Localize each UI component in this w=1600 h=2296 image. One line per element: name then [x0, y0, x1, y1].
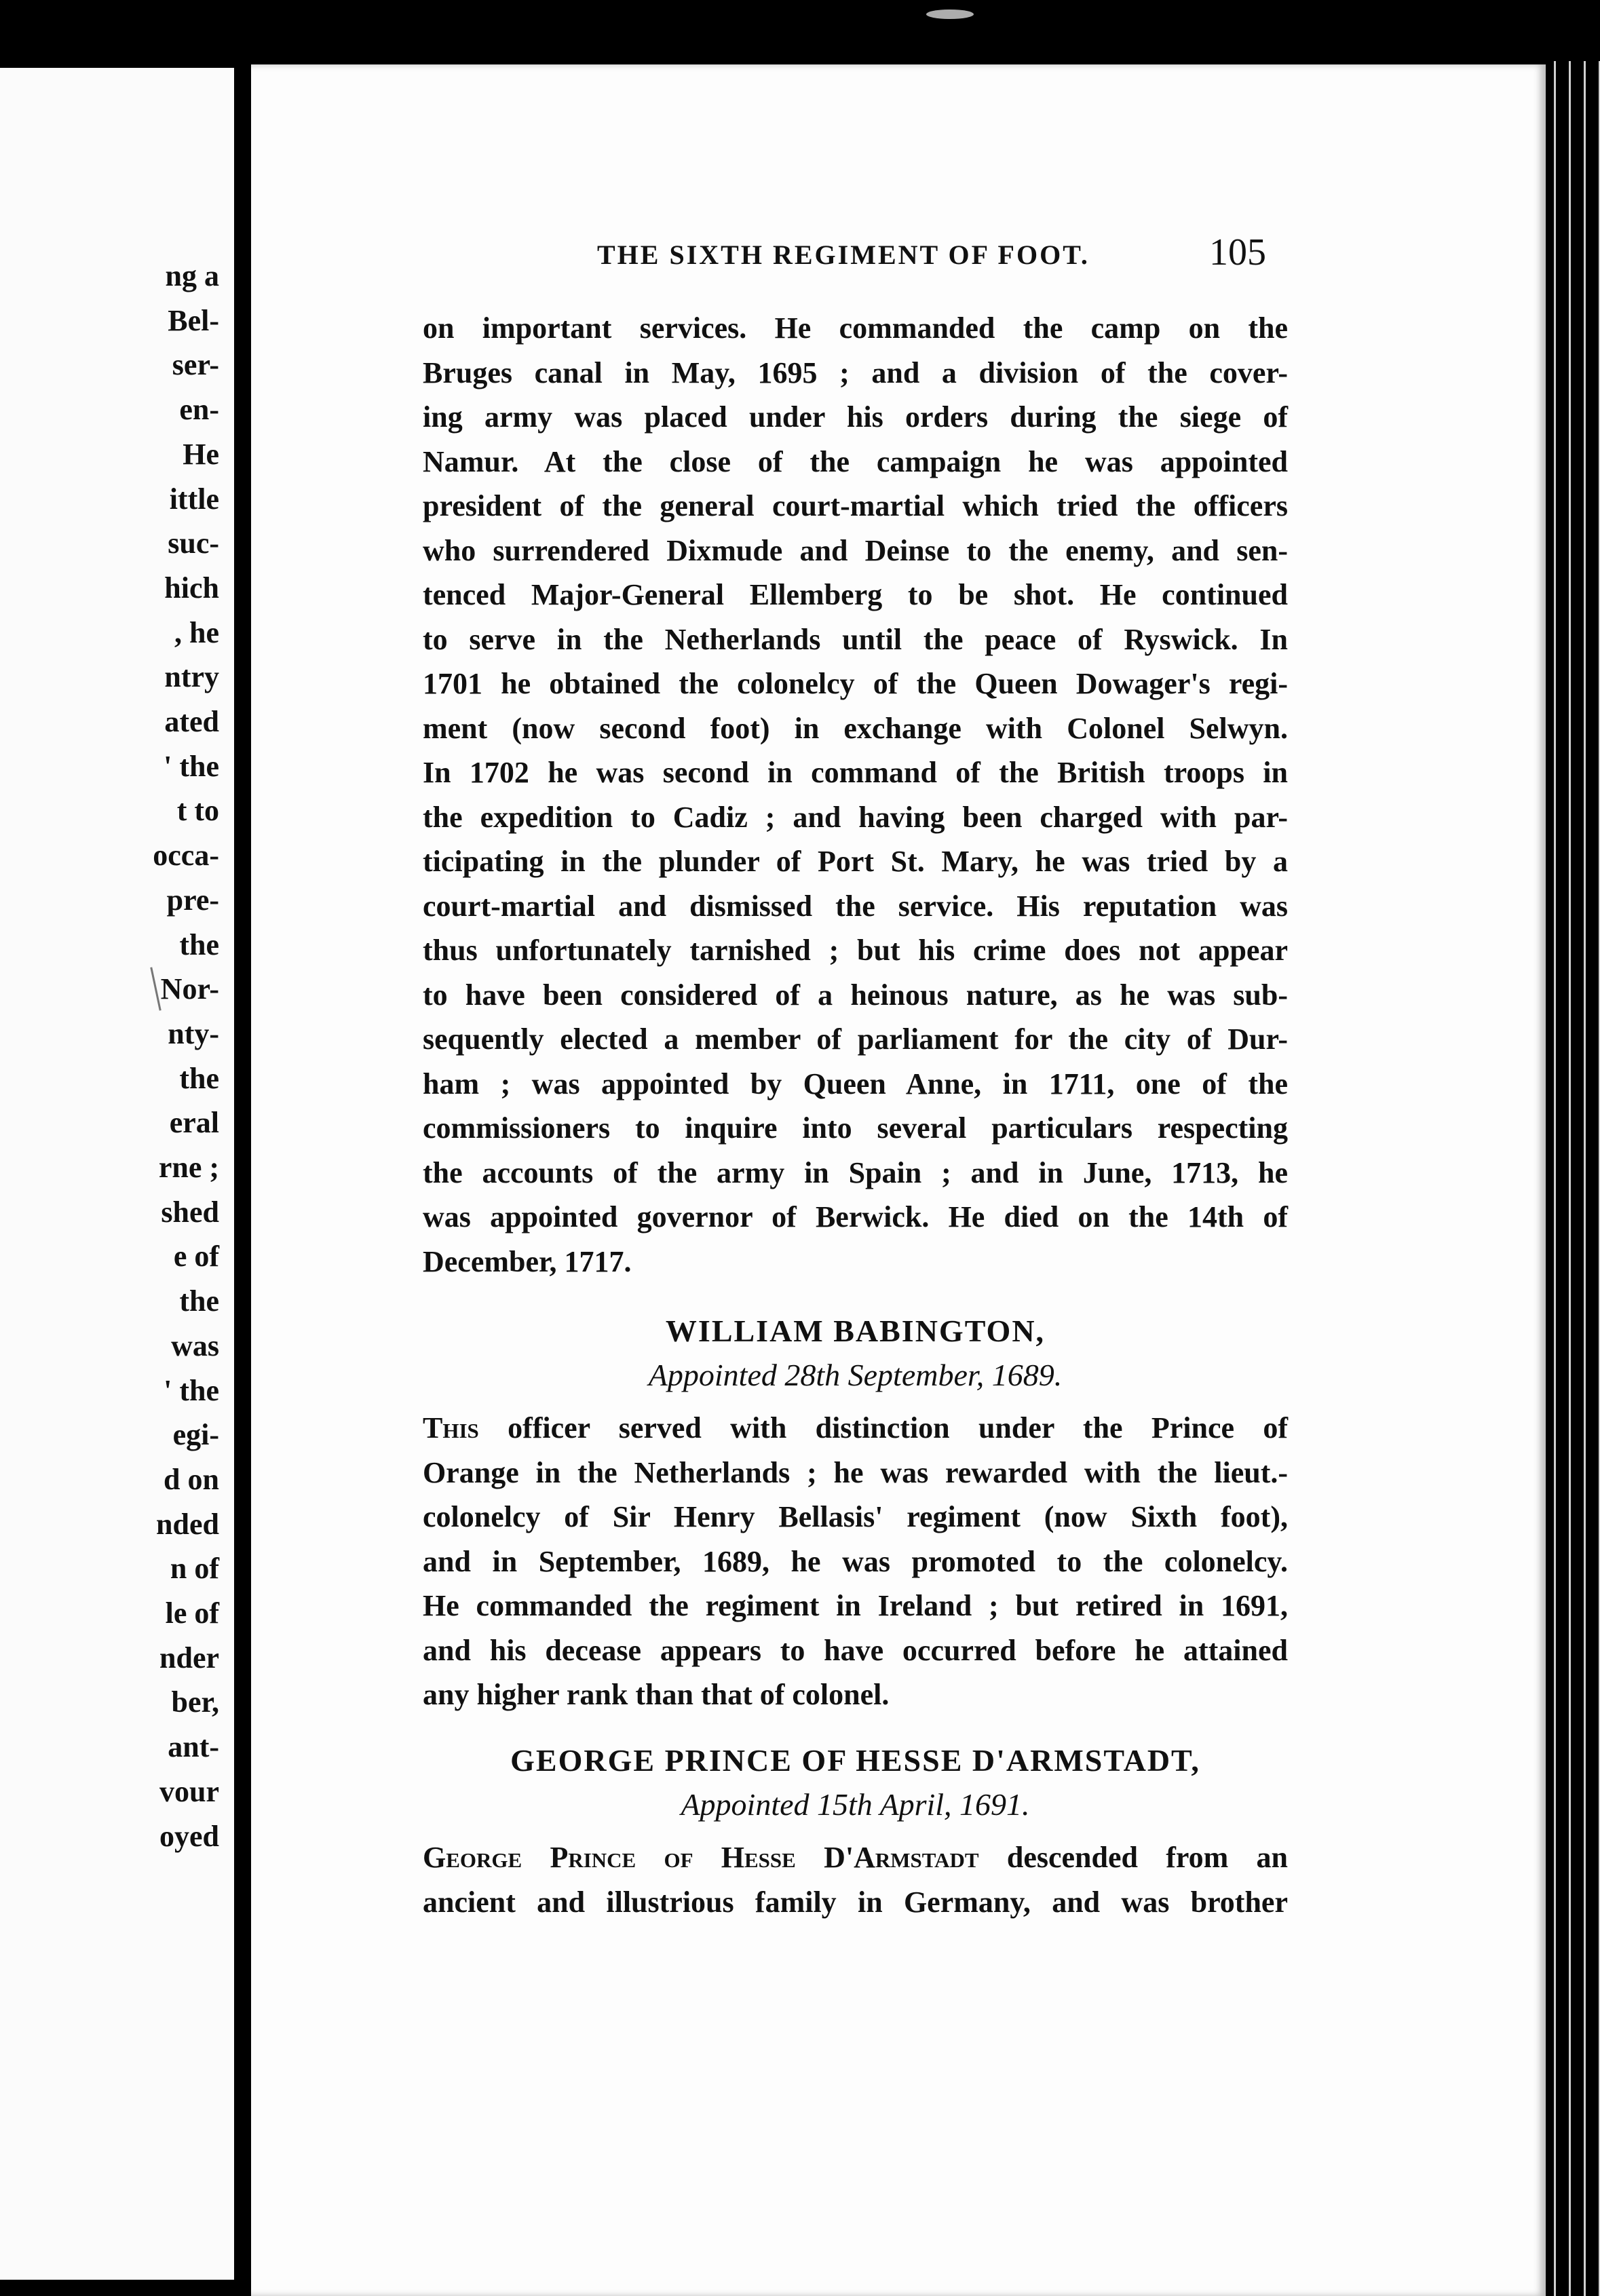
- text-line: and in September, 1689, he was promoted to the colonelcy.: [423, 1544, 1288, 1578]
- left-page-fragment: the: [179, 1284, 219, 1318]
- left-page-fragment: oyed: [159, 1819, 219, 1853]
- left-page-fragment: ' the: [164, 1373, 219, 1407]
- text-line: colonelcy of Sir Henry Bellasis' regiment (now Sixth foot),: [423, 1500, 1288, 1533]
- text-line: commissioners to inquire into several particulars respecting: [423, 1111, 1288, 1145]
- lead-words: George Prince of Hesse D'Armstadt: [423, 1841, 979, 1874]
- text-line: In 1702 he was second in command of the British troops in: [423, 756, 1288, 789]
- left-page-fragment: pre-: [166, 883, 219, 917]
- section-title: WILLIAM BABINGTON,: [665, 1314, 1046, 1348]
- text-line: ing army was placed under his orders during the siege of: [423, 400, 1288, 434]
- left-page-fragment: nty-: [168, 1016, 219, 1050]
- left-page-fragment: , he: [174, 615, 219, 649]
- text-line: [423, 1843, 1288, 1873]
- left-page-fragment: t to: [176, 794, 219, 828]
- scan-speck: [926, 9, 974, 19]
- left-page-fragment: nder: [159, 1641, 219, 1675]
- left-page-fragment: nded: [156, 1507, 219, 1541]
- left-page-fragment: ntry: [164, 660, 219, 694]
- left-page-fragment: vour: [159, 1774, 219, 1808]
- text-line: ment (now second foot) in exchange with Colonel Selwyn.: [423, 711, 1288, 745]
- text-line: [423, 1413, 1288, 1443]
- left-page-fragment: the: [179, 927, 219, 961]
- text-line: court-martial and dismissed the service. His reputation was: [423, 889, 1288, 923]
- text-line: ham ; was appointed by Queen Anne, in 1711, one of the: [423, 1067, 1288, 1101]
- text-line: who surrendered Dixmude and Deinse to the enemy, and sen-: [423, 533, 1288, 567]
- left-page-fragment: was: [171, 1328, 219, 1362]
- text-line: tenced Major-General Ellemberg to be shot. He continued: [423, 578, 1288, 611]
- left-page-fragment: shed: [161, 1195, 219, 1229]
- section-subtitle: Appointed 15th April, 1691.: [681, 1787, 1030, 1822]
- text-line: Namur. At the close of the campaign he was appointed: [423, 444, 1288, 478]
- text-line: to have been considered of a heinous nature, as he was sub-: [423, 978, 1288, 1012]
- left-page-fragment: hich: [164, 571, 219, 605]
- left-page-fragment: e of: [173, 1240, 219, 1274]
- left-page-fragment: ng a: [165, 259, 219, 292]
- left-page-fragment: ated: [164, 705, 219, 738]
- page-edges: [1547, 61, 1600, 2296]
- lead-word: This: [423, 1411, 479, 1444]
- text-line: and his decease appears to have occurred before he attained: [423, 1633, 1288, 1667]
- left-page-fragment: en-: [179, 393, 219, 427]
- left-page-fragment: ' the: [164, 749, 219, 783]
- text-line: to serve in the Netherlands until the peace of Ryswick. In: [423, 622, 1288, 656]
- text-line: was appointed governor of Berwick. He died on the 14th of: [423, 1200, 1288, 1233]
- left-page-fragment: the: [179, 1061, 219, 1095]
- left-page-fragment: He: [183, 437, 219, 471]
- left-page-fragment: ittle: [169, 482, 219, 516]
- left-page-fragment: rne ;: [158, 1151, 219, 1184]
- left-page-fragment: ant-: [168, 1730, 219, 1764]
- text-line: He commanded the regiment in Ireland ; but retired in 1691,: [423, 1589, 1288, 1622]
- text-line: Orange in the Netherlands ; he was rewarded with the lieut.-: [423, 1455, 1288, 1489]
- text-line: ancient and illustrious family in Germany, and was brother: [423, 1885, 1288, 1919]
- text-line: the expedition to Cadiz ; and having been charged with par-: [423, 800, 1288, 834]
- text-line: 1701 he obtained the colonelcy of the Queen Dowager's regi-: [423, 667, 1288, 700]
- left-page-fragment: egi-: [172, 1418, 219, 1452]
- left-page-fragment: occa-: [153, 839, 219, 873]
- text-line: any higher rank than that of colonel.: [423, 1678, 890, 1711]
- left-page-fragment: Bel-: [168, 303, 219, 337]
- text-line: thus unfortunately tarnished ; but his crime does not appear: [423, 934, 1288, 967]
- text-line: Bruges canal in May, 1695 ; and a division of the cover-: [423, 356, 1288, 389]
- left-page-fragment: le of: [165, 1596, 219, 1630]
- section-title: GEORGE PRINCE OF HESSE D'ARMSTADT,: [510, 1743, 1200, 1778]
- text-line: December, 1717.: [423, 1244, 632, 1278]
- left-page-fragment: n of: [170, 1552, 219, 1586]
- line-rest: officer served with distinction under the Prince of: [478, 1411, 1288, 1444]
- left-page-fragment: ser-: [172, 348, 219, 382]
- text-line: president of the general court-martial which tried the officers: [423, 489, 1288, 522]
- running-title: THE SIXTH REGIMENT OF FOOT.: [597, 240, 1090, 270]
- text-line: on important services. He commanded the camp on the: [423, 311, 1288, 345]
- line-rest: descended from an: [978, 1841, 1288, 1874]
- text-line: sequently elected a member of parliament for the city of Dur-: [423, 1022, 1288, 1056]
- page-number: 105: [1209, 231, 1266, 273]
- section-subtitle: Appointed 28th September, 1689.: [648, 1358, 1063, 1392]
- left-page-fragment: suc-: [168, 527, 219, 560]
- left-facing-page: [0, 68, 234, 2280]
- left-page-fragment: Nor-: [160, 972, 219, 1006]
- text-line: ticipating in the plunder of Port St. Mary, he was tried by a: [423, 845, 1288, 878]
- left-page-fragment: ber,: [171, 1685, 219, 1719]
- left-page-fragment: d on: [164, 1462, 219, 1496]
- text-line: the accounts of the army in Spain ; and in June, 1713, he: [423, 1155, 1288, 1189]
- left-page-fragment: eral: [169, 1106, 219, 1140]
